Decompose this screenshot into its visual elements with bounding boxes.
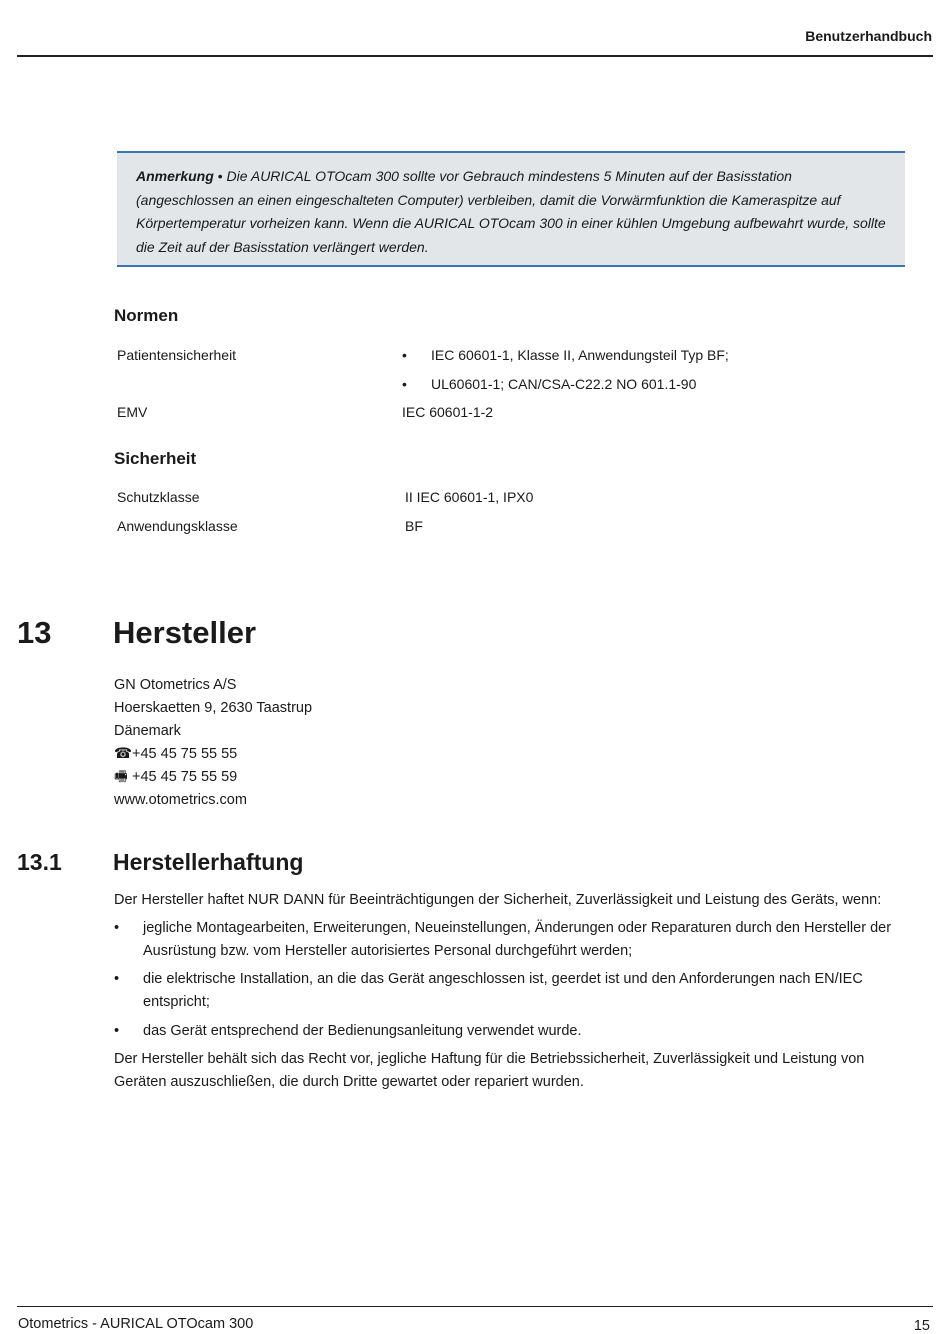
normen-label-patient: Patientensicherheit (117, 347, 237, 363)
footer-rule (17, 1306, 933, 1307)
section-13-title: Hersteller (113, 615, 257, 650)
section-13-number: 13 (17, 615, 52, 650)
website: www.otometrics.com (114, 792, 247, 808)
street-address: Hoerskaetten 9, 2630 Taastrup (114, 700, 313, 716)
note-text: Die AURICAL OTOcam 300 sollte vor Gebrauch mindestens 5 Minuten auf der Basisstation (angeschlossen an einen eingeschalteten Computer) verbleiben, damit die Vorwärmfunktion die Kameraspitze auf Körpertemperatur vorheizen kann. Wenn die AURICAL OTOcam 300 in einer kühlen Umgebung aufbewahrt wurde, sollte die Zeit auf der Basisstation verlängert werden. (136, 168, 886, 255)
section-13-1-title: Herstellerhaftung (113, 849, 304, 875)
sicherheit-label-anwendungsklasse: Anwendungsklasse (117, 518, 238, 534)
manufacturer-address (114, 674, 312, 812)
bullet-dot: • (114, 920, 120, 936)
bullet-dot: • (114, 971, 120, 987)
country: Dänemark (114, 723, 181, 739)
liability-intro: Der Hersteller haftet NUR DANN für Beeinträchtigungen der Sicherheit, Zuverlässigkeit und Leistung des Geräts, wenn: (114, 892, 882, 908)
sicherheit-value-anwendungsklasse: BF (405, 518, 423, 534)
normen-value-emv: IEC 60601-1-2 (402, 404, 494, 420)
normen-label-emv: EMV (117, 404, 148, 420)
list-item (114, 968, 918, 1014)
note-label: Anmerkung (136, 168, 214, 184)
sicherheit-value-schutzklasse: II IEC 60601-1, IPX0 (405, 489, 534, 505)
fax-line (114, 766, 312, 789)
liability-condition-2: die elektrische Installation, an die das Gerät angeschlossen ist, geerdet ist und den Anforderungen nach EN/IEC entspricht; (143, 971, 863, 1010)
fax-icon: 🖷 (114, 769, 128, 785)
liability-condition-1: jegliche Montagearbeiten, Erweiterungen, Neueinstellungen, Änderungen oder Reparaturen durch den Hersteller der Ausrüstung bzw. vom Hersteller autorisiertes Personal durchgeführt werden; (143, 920, 892, 959)
normen-value-patient-2: UL60601-1; CAN/CSA-C22.2 NO 601.1-90 (431, 376, 697, 392)
list-item (114, 1020, 918, 1043)
fax-number: +45 45 75 55 59 (132, 769, 238, 785)
normen-value-patient-1: IEC 60601-1, Klasse II, Anwendungsteil Typ BF; (431, 347, 729, 363)
phone-line (114, 743, 312, 766)
liability-condition-3: das Gerät entsprechend der Bedienungsanleitung verwendet wurde. (143, 1023, 582, 1039)
running-header: Benutzerhandbuch (805, 28, 932, 44)
note-box (117, 151, 905, 267)
footer-product: Otometrics - AURICAL OTOcam 300 (18, 1316, 254, 1332)
note-separator: • (213, 168, 227, 184)
normen-heading: Normen (114, 306, 179, 325)
section-13-1-number: 13.1 (17, 849, 62, 875)
liability-closing: Der Hersteller behält sich das Recht vor, jegliche Haftung für die Betriebssicherheit, Zuverlässigkeit und Leistung von Geräten auszuschließen, die durch Dritte gewartet oder repariert wurden. (114, 1051, 865, 1090)
sicherheit-label-schutzklasse: Schutzklasse (117, 489, 200, 505)
list-item (114, 917, 918, 963)
bullet-dot: • (402, 347, 407, 363)
page-number: 15 (913, 1318, 930, 1334)
phone-number: +45 45 75 55 55 (132, 746, 238, 762)
sicherheit-heading: Sicherheit (114, 449, 197, 468)
bullet-dot: • (114, 1023, 120, 1039)
phone-icon: ☎ (114, 746, 133, 762)
company-name: GN Otometrics A/S (114, 677, 237, 693)
bullet-dot: • (402, 376, 407, 392)
header-rule (17, 55, 933, 57)
